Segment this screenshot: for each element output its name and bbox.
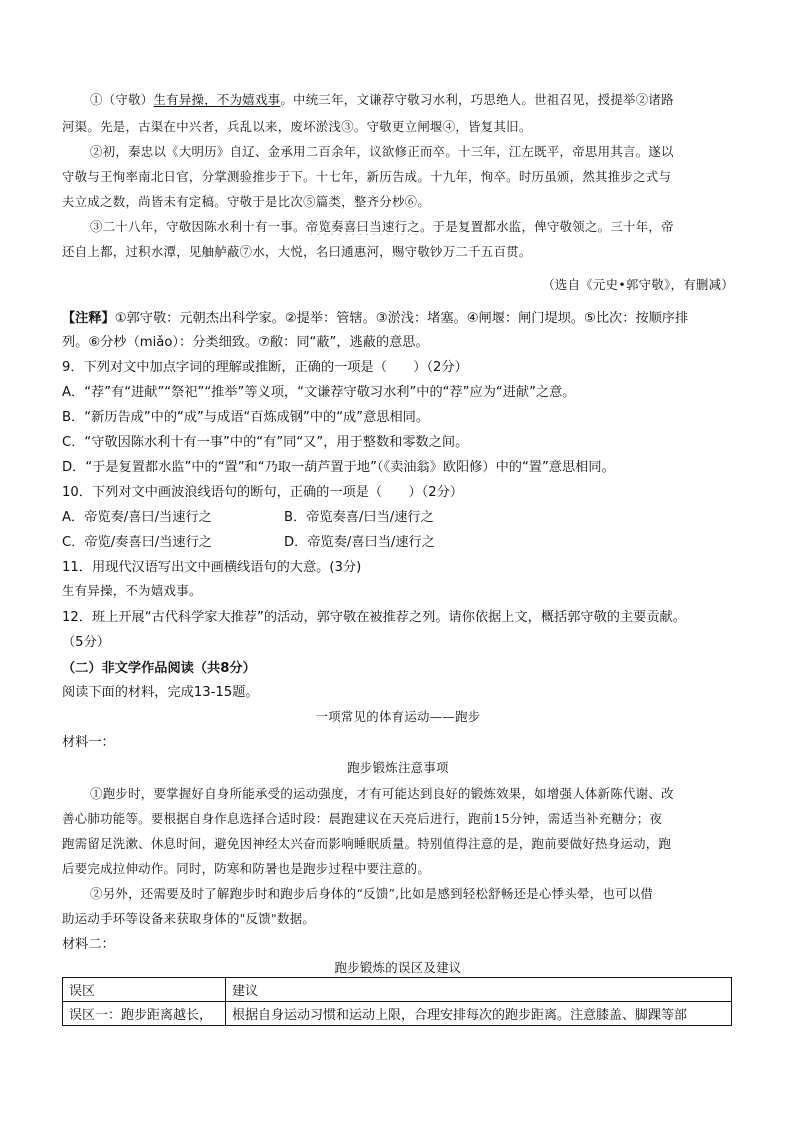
material1-p2-line1: ②另外，还需要及时了解跑步时和跑步后身体的“反馈”,比如是感到轻松舒畅还是心悸头晕，也可以借 [90, 886, 654, 901]
notes-text1: ①郭守敬：元朝杰出科学家。②提举：管辖。③淤浅：堵塞。④闸堰：闸门堤坝。⑤比次：按顺序排 [114, 311, 689, 326]
material2-label: 材料二： [62, 937, 115, 952]
underlined-sentence: 生有异操，不为嬉戏事 [153, 92, 281, 107]
passage-p3-line2: 还自上都，过积水潭，见舳舻蔽⑦水，大悦，名曰通惠河，赐守敬钞万二千五百贯。 [62, 244, 532, 259]
table-header-row [63, 978, 732, 1002]
q9-option-a: A．“荐”有“进献”“祭祀”“推举”等义项，“文谦荐守敬习水利”中的“荐”应为“进献”之意。 [62, 385, 576, 400]
q10-option-d: D．帝览奏/喜曰当/速行之 [284, 535, 435, 550]
misconception-table [62, 977, 732, 1026]
p1-prefix: ①（守敬） [90, 92, 154, 107]
material2-subtitle: 跑步锻炼的误区及建议 [334, 960, 462, 975]
p1-rest: 。中统三年，文谦荐守敬习水利，巧思绝人。世祖召见，授提举②诸路 [280, 92, 674, 107]
q10-option-b: B．帝览奏喜/曰当/速行之 [284, 510, 434, 525]
q9-option-c: C．“守敬因陈水利十有一事”中的“有”同“又”，用于整数和零数之间。 [62, 435, 469, 450]
p3-prefix: ③二十八年，守敬因陈水利十有一事。 [90, 219, 306, 234]
material1-label: 材料一： [62, 735, 115, 750]
passage-p2-line1: ②初，秦忠以《大明历》自辽、金承用二百余年，议欲修正而卒。十三年，江左既平，帝思用其言。遂以 [90, 144, 674, 159]
q10-option-c: C．帝览/奏喜曰/当速行之 [62, 535, 212, 550]
q12-line1: 12．班上开展“古代科学家大推荐”的活动，郭守敬在被推荐之列。请你依据上文，概括郭守敬的主要贡献。 [62, 610, 686, 625]
q12-line2: （5分） [62, 635, 110, 650]
p3-rest: 。于是复置都水监，俾守敬领之。三十年，帝 [419, 219, 674, 234]
passage-p1-line2: 河渠。先是，古渠在中兴者，兵乱以来，废坏淤浅③。守敬更立闸堰④，皆复其旧。 [62, 119, 532, 134]
notes-line1 [62, 307, 734, 326]
q9-option-b: B．“新历告成”中的“成”与成语“百炼成钢”中的“成”意思相同。 [62, 410, 430, 425]
notes-line2: 列。⑥分杪（miǎo）：分类细致。⑦敝：同“蔽”，逃蔽的意思。 [62, 335, 429, 350]
table-row [63, 1002, 732, 1026]
passage-p3-line1 [90, 217, 734, 235]
material1-subtitle: 跑步锻炼注意事项 [347, 760, 449, 775]
table-header-cell: 误区 [63, 978, 226, 1002]
wavy-sentence: 帝览奏喜曰当速行之 [305, 219, 420, 234]
table-header-cell: 建议 [226, 978, 732, 1002]
table-cell: 误区一：跑步距离越长， [63, 1002, 226, 1026]
article-title: 一项常见的体育运动——跑步 [315, 709, 481, 724]
passage-p1-line1 [90, 90, 734, 108]
material1-p2-line2: 助运动手环等设备来获取身体的"反馈"数据。 [62, 911, 316, 926]
q11-quote: 生有异操，不为嬉戏事。 [62, 583, 202, 598]
passage-p2-line3: 夫立成之数，尚皆未有定稿。守敬于是比次⑤篇类，整齐分杪⑥。 [62, 194, 431, 209]
passage-source: （选自《元史•郭守敬》，有删减） [542, 277, 734, 292]
notes-label: 【注释】 [62, 311, 115, 326]
table-cell: 根据自身运动习惯和运动上限，合理安排每次的跑步距离。注意膝盖、脚踝等部 [226, 1002, 732, 1026]
section2-instruction: 阅读下面的材料，完成13-15题。 [62, 685, 259, 700]
material1-p1-line3: 跑需留足洗漱、休息时间，避免因神经太兴奋而影响睡眠质量。特别值得注意的是，跑前要做好热身运动，跑 [62, 836, 672, 851]
material1-p1-line1: ①跑步时，要掌握好自身所能承受的运动强度，才有可能达到良好的锻炼效果，如增强人体新陈代谢、改 [90, 786, 674, 801]
q10-stem: 10．下列对文中画波浪线语句的断句，正确的一项是（ ）（2分） [62, 485, 464, 500]
q11-stem: 11．用现代汉语写出文中画横线语句的大意。(3分) [62, 560, 362, 575]
q10-option-a: A．帝览奏/喜曰/当速行之 [62, 510, 212, 525]
section2-heading: （二）非文学作品阅读（共8分） [62, 661, 256, 676]
material1-p1-line2: 善心肺功能等。要根据自身作息选择合适时段：晨跑建议在天亮后进行，跑前15分钟，需适当补充糖分；夜 [62, 811, 663, 826]
material1-p1-line4: 后要完成拉伸动作。同时，防寒和防暑也是跑步过程中要注意的。 [62, 861, 431, 876]
q9-option-d: D．“于是复置都水监”中的“置”和“乃取一葫芦置于地”（《卖油翁》欧阳修）中的“置”意思相同。 [62, 460, 615, 475]
q9-stem: 9．下列对文中加点字词的理解或推断，正确的一项是（ ）（2分） [62, 360, 468, 375]
passage-p2-line2: 守敬与王恂率南北日官，分掌测验推步于下。十七年，新历告成。十九年，恂卒。时历虽颁，然其推步之式与 [62, 169, 672, 184]
